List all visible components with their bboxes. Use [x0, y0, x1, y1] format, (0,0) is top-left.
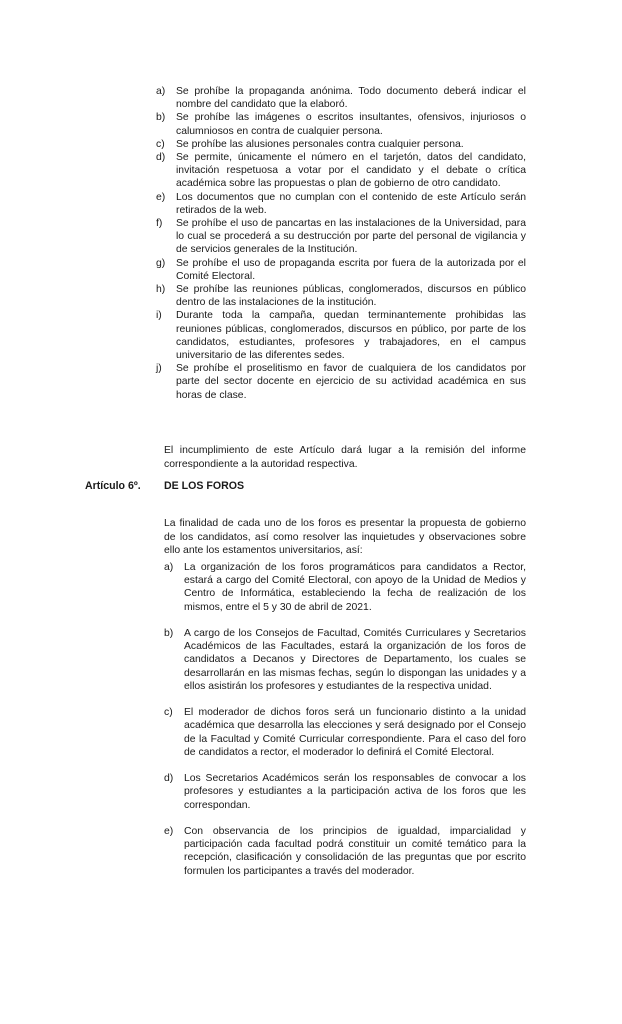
list-item [164, 561, 526, 614]
list-item [164, 627, 526, 693]
list-item-text: Se prohíbe las alusiones personales contra cualquier persona. [176, 138, 464, 150]
list-item-text: El moderador de dichos foros será un funcionario distinto a la unidad académica que desarrolla las elecciones y será designado por el Consejo de la Facultad y Comité Curricular correspondiente. Para el caso del foro de candidatos a rector, el moderador lo definirá el Comité Electoral. [184, 707, 526, 758]
list-item [156, 191, 526, 217]
list-item-text: Los documentos que no cumplan con el contenido de este Artículo serán retirados de la web. [176, 191, 526, 216]
list-item-text: La organización de los foros programáticos para candidatos a Rector, estará a cargo del Comité Electoral, con apoyo de la Unidad de Medios y Centro de Informática, estableciendo la fecha de realización de los mismos, entre el 5 y 30 de abril de 2021. [184, 562, 526, 613]
list-item [164, 825, 526, 878]
list-item-text: Se prohíbe el proselitismo en favor de cualquiera de los candidatos por parte del sector docente en ejercicio de su actividad académica en sus horas de clase. [176, 363, 526, 401]
list-item [156, 257, 526, 283]
list-item [156, 217, 526, 257]
list-item-text: Se prohíbe las imágenes o escritos insultantes, ofensivos, injuriosos o calumniosos en contra de cualquier persona. [176, 112, 526, 137]
list-item [156, 111, 526, 137]
list-item [156, 85, 526, 111]
article-intro: La finalidad de cada uno de los foros es presentar la propuesta de gobierno de los candidatos, así como resolver las inquietudes y observaciones sobre ello ante los estamentos universitarios, así: [164, 518, 526, 556]
list-item-label: b) [164, 628, 174, 639]
list-item-label: c) [164, 707, 173, 719]
list-item-text: Se permite, únicamente el número en el tarjetón, datos del candidato, invitación respetuosa a votar por el candidato y el debate o crítica académica sobre las propuestas o plan de gobierno de otro candidato. [176, 152, 526, 190]
list-item-text: A cargo de los Consejos de Facultad, Comités Curriculares y Secretarios Académicos de las Facultades, estará la organización de los foros de candidatos a Decanos y Directores de Departamento, los cuales se desarrollarán en las mismas fechas, según lo dispongan las unidades y a ellos asistirán los profesores y estudiantes de la respectiva unidad. [184, 628, 526, 692]
list-item-label: i) [156, 310, 162, 322]
list-item-label: c) [156, 138, 165, 150]
article-number: Artículo 6º. [85, 480, 141, 492]
closing-paragraph: El incumplimiento de este Artículo dará lugar a la remisión del informe correspondiente a la autoridad respectiva. [164, 445, 526, 470]
list-item [156, 362, 526, 402]
list-item-label: g) [156, 257, 166, 269]
list-item-text: Se prohíbe las reuniones públicas, conglomerados, discursos en público dentro de las instalaciones de la institución. [176, 284, 526, 309]
list-item-label: d) [156, 152, 166, 164]
prohibitions-list [156, 85, 526, 402]
list-item-label: e) [156, 191, 166, 203]
list-item-text: Se prohíbe la propaganda anónima. Todo documento deberá indicar el nombre del candidato que la elaboró. [176, 86, 526, 111]
list-item-text: Se prohíbe el uso de propaganda escrita por fuera de la autorizada por el Comité Electoral. [176, 257, 526, 282]
list-item [164, 772, 526, 812]
list-item-label: h) [156, 284, 166, 296]
list-item [164, 706, 526, 759]
list-item-label: j) [156, 363, 162, 375]
list-item-text: Durante toda la campaña, quedan terminantemente prohibidas las reuniones públicas, conglomerados, discursos en público, por parte de los candidatos, estudiantes, profesores y trabajadores, en el campus universitario de las diferentes sedes. [176, 310, 526, 362]
list-item-text: Se prohíbe el uso de pancartas en las instalaciones de la Universidad, para lo cual se procederá a su destrucción por parte del personal de vigilancia y de servicios generales de la Institución. [176, 218, 526, 256]
list-item-text: Con observancia de los principios de igualdad, imparcialidad y participación cada facultad podrá constituir un comité temático para la recepción, clasificación y consolidación de las preguntas que por escrito formulen los participantes a través del moderador. [184, 826, 526, 877]
list-item-label: d) [164, 773, 174, 785]
list-item [156, 151, 526, 191]
list-item [156, 283, 526, 309]
list-item-label: b) [156, 112, 166, 124]
forums-list [164, 561, 526, 891]
list-item-text: Los Secretarios Académicos serán los responsables de convocar a los profesores y estudiantes a la participación activa de los foros que les correspondan. [184, 773, 526, 811]
list-item-label: a) [164, 562, 174, 573]
article-title: DE LOS FOROS [164, 480, 245, 492]
list-item [156, 309, 526, 362]
list-item-label: a) [156, 86, 166, 97]
list-item-label: f) [156, 218, 163, 230]
list-item-label: e) [164, 826, 174, 837]
list-item [156, 138, 526, 151]
